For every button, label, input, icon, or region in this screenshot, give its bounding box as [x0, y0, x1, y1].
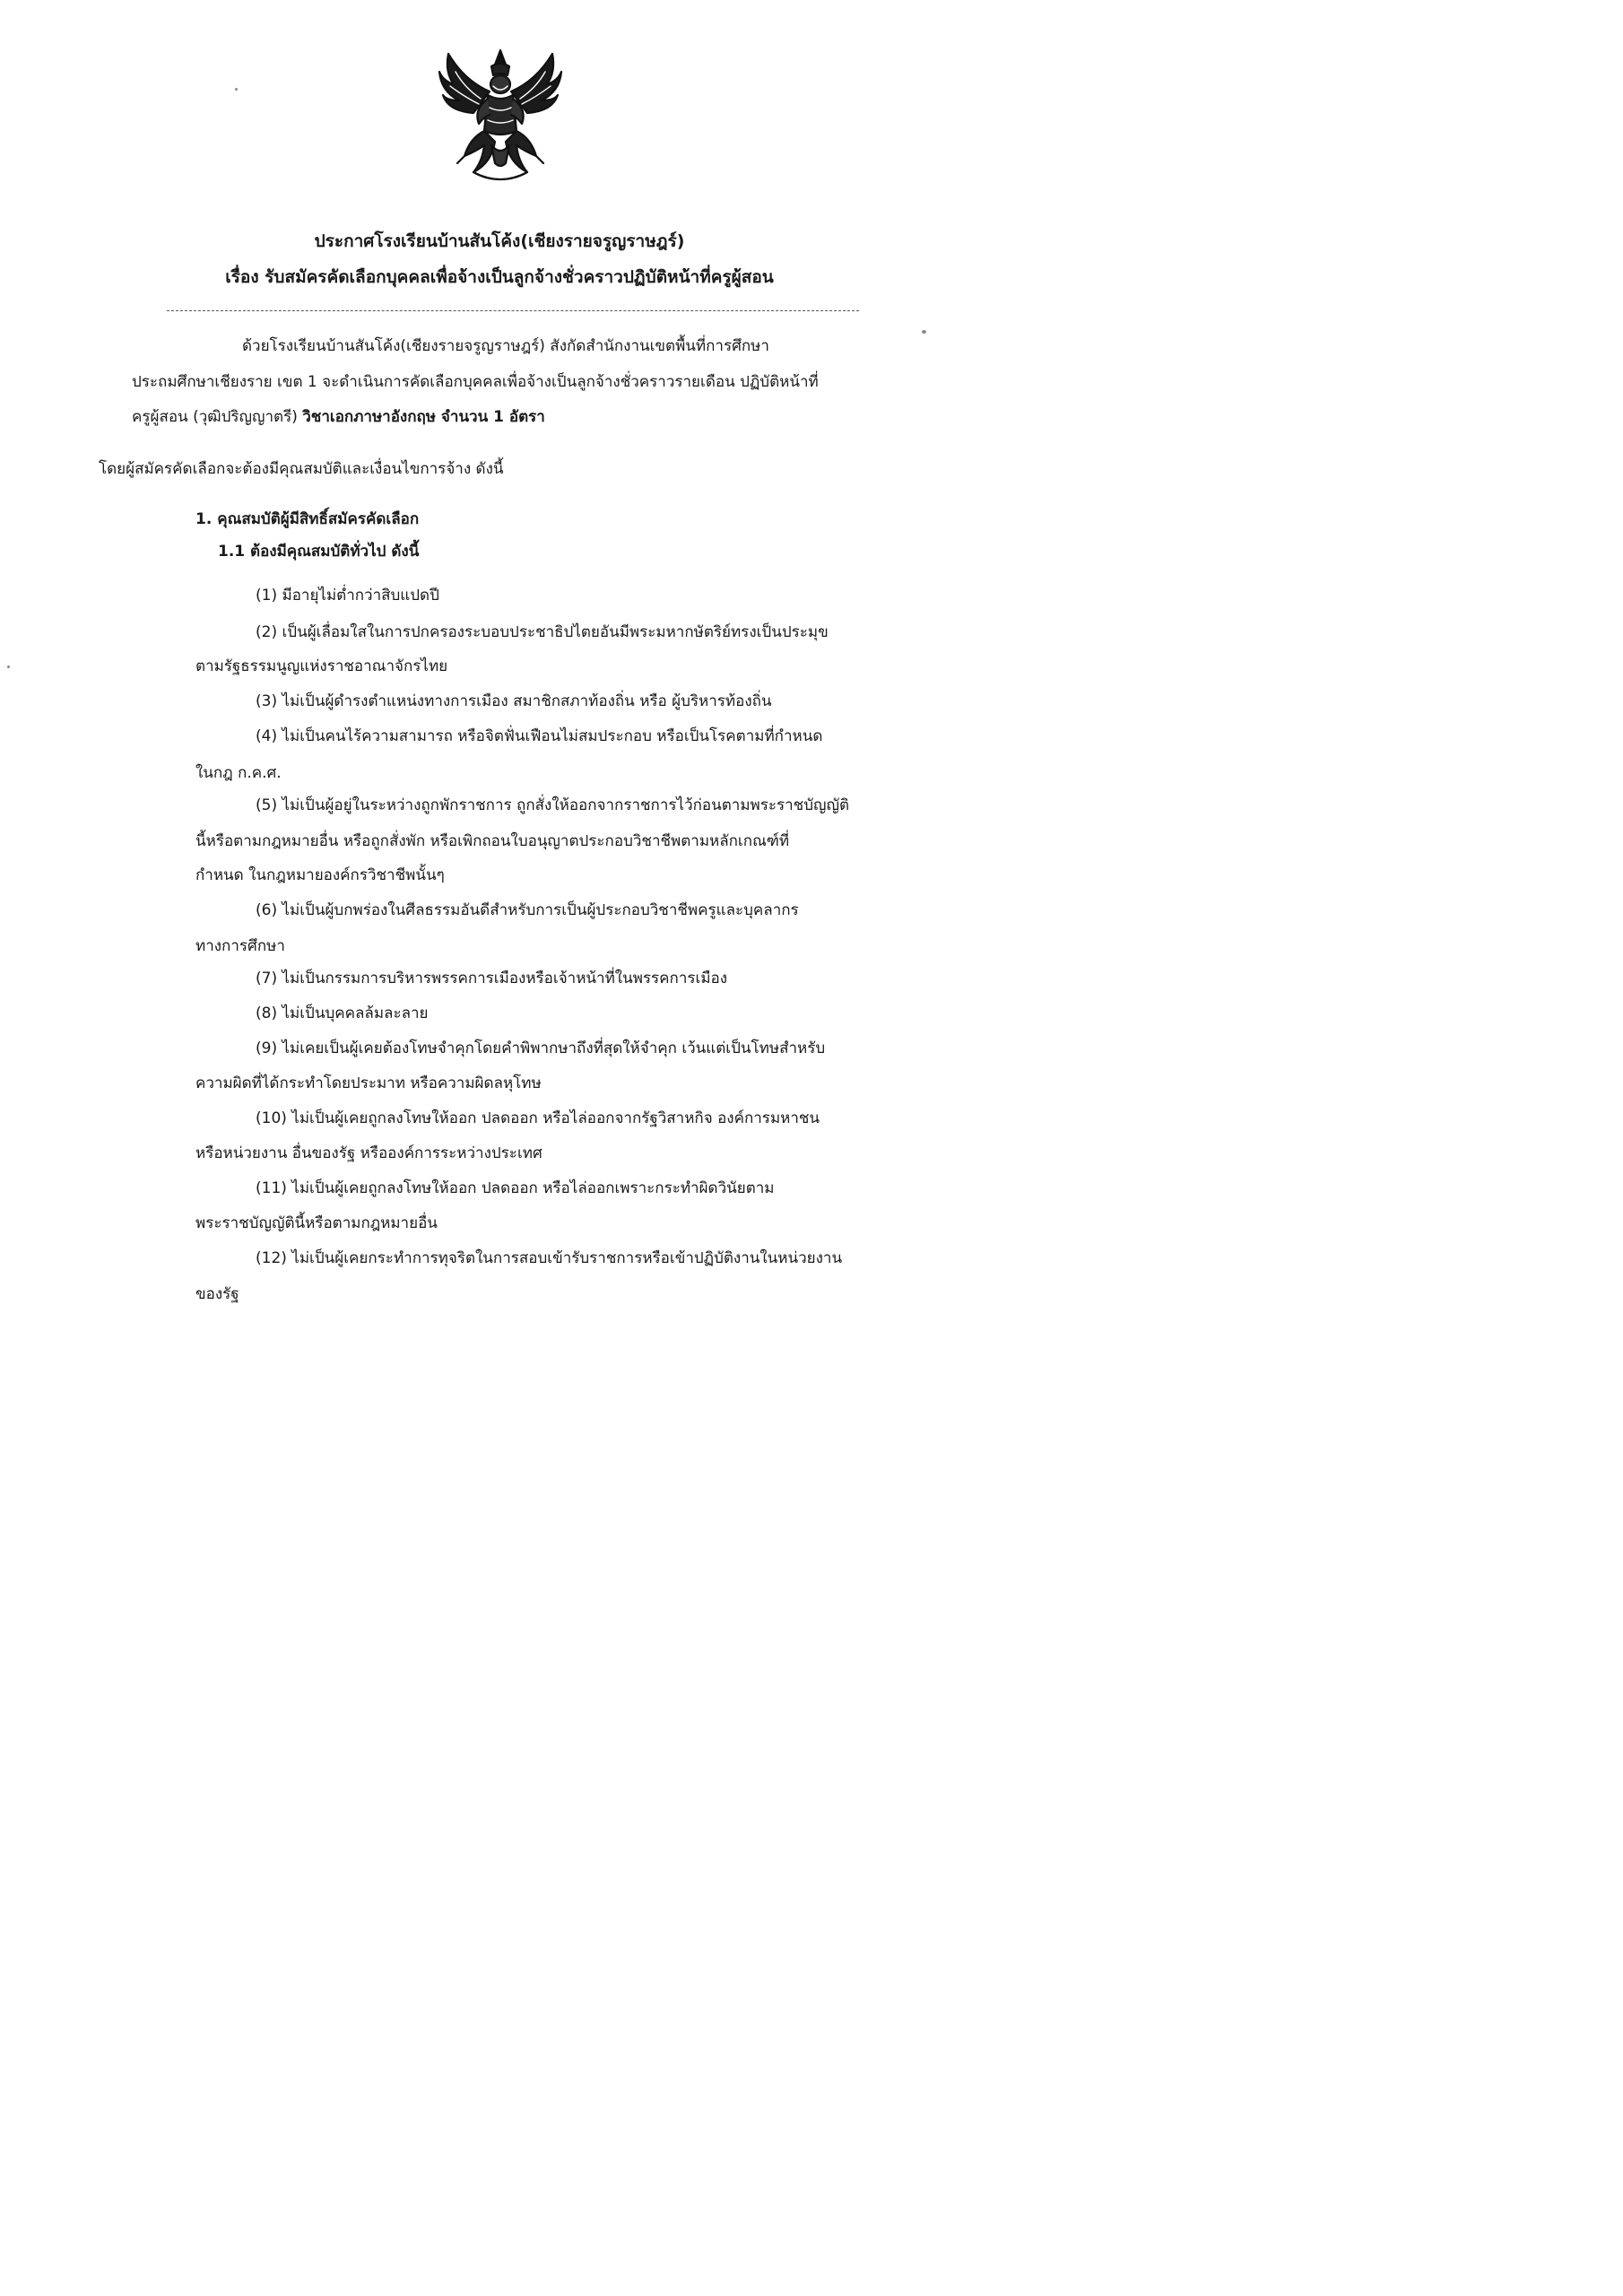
item-10-cont: หรือหน่วยงาน อื่นของรัฐ หรือองค์การระหว่างประเทศ [195, 1144, 542, 1162]
item-4-cont: ในกฎ ก.ค.ศ. [195, 764, 282, 782]
item-11: (11) ไม่เป็นผู้เคยถูกลงโทษให้ออก ปลดออก หรือไล่ออกเพราะกระทำผิดวินัยตาม [256, 1179, 775, 1197]
item-4: (4) ไม่เป็นคนไร้ความสามารถ หรือจิตฟั่นเฟือนไม่สมประกอบ หรือเป็นโรคตามที่กำหนด [256, 727, 823, 745]
intro-line-3-bold: วิชาเอกภาษาอังกฤษ จำนวน 1 อัตรา [302, 408, 545, 426]
scan-speck [7, 665, 10, 668]
item-3: (3) ไม่เป็นผู้ดำรงตำแหน่งทางการเมือง สมาชิกสภาท้องถิ่น หรือ ผู้บริหารท้องถิ่น [256, 692, 772, 710]
item-9-cont: ความผิดที่ได้กระทำโดยประมาท หรือความผิดลหุโทษ [195, 1074, 542, 1092]
item-2: (2) เป็นผู้เลื่อมใสในการปกครองระบอบประชาธิปไตยอันมีพระมหากษัตริย์ทรงเป็นประมุข [256, 623, 829, 641]
announcement-title: ประกาศโรงเรียนบ้านสันโค้ง(เชียงรายจรูญราษฎร์) [314, 231, 685, 251]
item-11-cont: พระราชบัญญัตินี้หรือตามกฎหมายอื่น [195, 1214, 438, 1232]
item-7: (7) ไม่เป็นกรรมการบริหารพรรคการเมืองหรือเจ้าหน้าที่ในพรรคการเมือง [256, 970, 728, 987]
item-5-cont-2: กำหนด ในกฎหมายองค์กรวิชาชีพนั้นๆ [195, 866, 445, 884]
item-6: (6) ไม่เป็นผู้บกพร่องในศีลธรรมอันดีสำหรับการเป็นผู้ประกอบวิชาชีพครูและบุคลากร [256, 901, 799, 919]
scan-speck [922, 330, 926, 334]
item-5-cont-1: นี้หรือตามกฎหมายอื่น หรือถูกสั่งพัก หรือเพิกถอนใบอนุญาตประกอบวิชาชีพตามหลักเกณฑ์ที่ [195, 832, 790, 850]
item-12: (12) ไม่เป็นผู้เคยกระทำการทุจริตในการสอบเข้ารับราชการหรือเข้าปฏิบัติงานในหน่วยงาน [256, 1249, 843, 1267]
item-8: (8) ไม่เป็นบุคคลล้มละลาย [256, 1004, 429, 1022]
document-page [0, 0, 999, 1413]
intro-line-2: ประถมศึกษาเชียงราย เขต 1 จะดำเนินการคัดเลือกบุคคลเพื่อจ้างเป็นลูกจ้างชั่วคราวรายเดือน ปฏิบัติหน้าที่ [132, 373, 819, 391]
section-1-heading: 1. คุณสมบัติผู้มีสิทธิ์สมัครคัดเลือก [195, 510, 420, 528]
intro-line-3 [132, 405, 545, 429]
section-1-1-heading: 1.1 ต้องมีคุณสมบัติทั่วไป ดังนี้ [218, 543, 420, 561]
intro-line-3-text: ครูผู้สอน (วุฒิปริญญาตรี) [132, 408, 303, 426]
announcement-subject: เรื่อง รับสมัครคัดเลือกบุคคลเพื่อจ้างเป็นลูกจ้างชั่วคราวปฏิบัติหน้าที่ครูผู้สอน [225, 267, 774, 287]
item-10: (10) ไม่เป็นผู้เคยถูกลงโทษให้ออก ปลดออก หรือไล่ออกจากรัฐวิสาหกิจ องค์การมหาชน [256, 1109, 820, 1127]
item-1: (1) มีอายุไม่ต่ำกว่าสิบแปดปี [256, 587, 439, 604]
intro-conditions: โดยผู้สมัครคัดเลือกจะต้องมีคุณสมบัติและเงื่อนไขการจ้าง ดังนี้ [99, 460, 504, 478]
item-5: (5) ไม่เป็นผู้อยู่ในระหว่างถูกพักราชการ ถูกสั่งให้ออกจากราชการไว้ก่อนตามพระราชบัญญัติ [256, 796, 850, 814]
item-12-cont: ของรัฐ [195, 1285, 239, 1303]
intro-line-1: ด้วยโรงเรียนบ้านสันโค้ง(เชียงรายจรูญราษฎร์) สังกัดสำนักงานเขตพื้นที่การศึกษา [242, 337, 769, 355]
title-divider [167, 310, 859, 311]
garuda-emblem [438, 45, 563, 187]
item-6-cont: ทางการศึกษา [195, 937, 285, 955]
item-2-cont: ตามรัฐธรรมนูญแห่งราชอาณาจักรไทย [195, 657, 448, 675]
item-9: (9) ไม่เคยเป็นผู้เคยต้องโทษจำคุกโดยคำพิพากษาถึงที่สุดให้จำคุก เว้นแต่เป็นโทษสำหรับ [256, 1039, 826, 1057]
scan-speck [235, 88, 238, 91]
